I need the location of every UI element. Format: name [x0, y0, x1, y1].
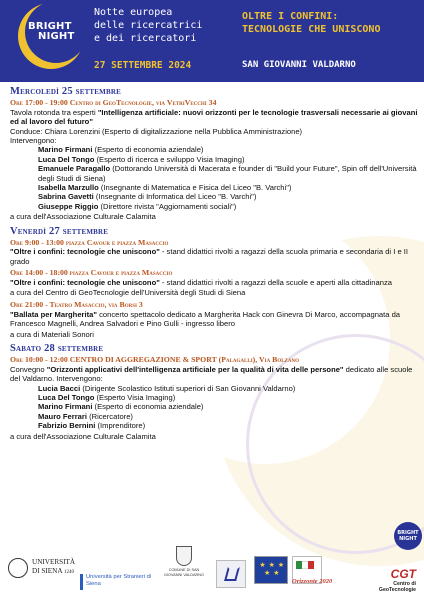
speaker-role: (Dirigente Scolastico Istituti superiori di San Giovanni Valdarno) [80, 383, 296, 393]
speaker-item [38, 155, 418, 164]
speaker-role: (Imprenditore) [95, 421, 146, 431]
speaker-name: Marino Firmani [38, 402, 93, 412]
organizer-credit: a cura di Materiali Sonori [10, 329, 94, 339]
orizzonte-year: 2020 [319, 578, 333, 585]
event-date: 27 SETTEMBRE 2024 [94, 60, 192, 71]
unisi-year: 1240 [63, 569, 74, 575]
unistrasi-bar-icon [80, 574, 83, 590]
speaker-item [38, 421, 418, 430]
speaker-role: (Esperto di economia aziendale) [92, 145, 204, 155]
day-heading-wednesday: Mercoledì 25 settembre [10, 86, 121, 97]
logo-text-night: NIGHT [38, 31, 75, 42]
desc-title: "Orizzonti applicativi dell'intelligenza artificiale per la qualità di vita delle persone" [46, 364, 344, 374]
speaker-role: (Esperto di economia aziendale) [92, 402, 204, 412]
orizzonte-text: Orizzonte [292, 578, 318, 585]
speakers-label: Intervengono: [10, 136, 57, 146]
speaker-item [38, 412, 418, 421]
event-place: SAN GIOVANNI VALDARNO [242, 60, 356, 70]
speaker-role: (Esperto di ricerca e sviluppo Visia Imaging) [94, 154, 245, 164]
speaker-role: (Dottorando Università di Macerata e founder di "Build your Future", Spin off dell'Università degli Studi di Siena) [38, 164, 417, 183]
desc-rest: concerto spettacolo dedicato a Margherita Hack con Ginevra Di Marco, accompagnata da Francesco Magnelli, Andrea Salvadori e Pino Gulli - ingresso libero [10, 309, 401, 329]
time-slot: Ore 14:00 - 18:00 piazza Cavour e piazza Masaccio [10, 268, 173, 278]
eu-flag-icon [254, 556, 288, 584]
organizer-credit: a cura dell'Associazione Culturale Calamita [10, 212, 156, 222]
desc-rest: - stand didattici rivolti a ragazzi della scuole e aperti alla cittadinanza [159, 278, 392, 288]
bright-night-small-logo [394, 522, 422, 550]
desc-prefix: Tavola rotonda tra esperti [10, 107, 98, 117]
speaker-name: Emanuele Paragallo [38, 164, 111, 174]
desc-rest: - stand didattici rivolti a ragazzi della scuola primaria e secondaria di I e II grado [10, 247, 408, 266]
speaker-role: (Direttore rivista "Aggiornamenti sociali") [98, 201, 237, 211]
organizer-credit: a cura dell'Associazione Culturale Calamita [10, 431, 156, 441]
speaker-name: Luca Del Tongo [38, 154, 95, 164]
unisi-line: UNIVERSITÀ [32, 558, 76, 566]
program-content [10, 86, 418, 441]
event-description [10, 310, 418, 329]
event-description [10, 108, 418, 127]
speaker-item [38, 192, 418, 201]
unisi-line [32, 567, 75, 578]
desc-prefix: Convegno [10, 364, 47, 374]
speaker-role: (Insegnante di Matematica e Fisica del Liceo "B. Varchi") [98, 183, 292, 193]
speaker-name: Lucia Bacci [38, 383, 81, 393]
event-description [10, 365, 418, 384]
cgt-logo [356, 568, 424, 594]
unisi-name [32, 558, 75, 577]
desc-title: "Ballata per Margherita" [10, 309, 97, 319]
speaker-item [38, 202, 418, 211]
cgt-subtitle: Centro di GeoTecnologie [378, 581, 416, 593]
speaker-list [10, 384, 418, 431]
unisi-seal-icon [8, 558, 28, 578]
speaker-role: (Insegnante di Informatica del Liceo "B. Varchi") [93, 192, 257, 202]
header-banner [0, 0, 424, 82]
orizzonte-logo [292, 578, 332, 585]
tagline [94, 6, 224, 45]
event-description [10, 278, 418, 287]
time-slot: Ore 21:00 - Teatro Masaccio, via Borsi 3 [10, 299, 143, 309]
desc-title: "Oltre i confini: tecnologie che uniscono" [10, 278, 160, 288]
time-slot: Ore 9:00 - 13:00 piazza Cavour e piazza Masaccio [10, 237, 169, 247]
unistrasi-name [86, 574, 162, 588]
crest-icon [176, 546, 192, 566]
unistrasi-logo [80, 572, 162, 592]
speaker-role: (Esperto Visia Imaging) [94, 392, 176, 402]
desc-title: "Intelligenza artificiale: nuovi orizzonti per le tecnologie trasversali necessarie ai giovani ed al lavoro del futuro" [10, 107, 418, 127]
speaker-item [38, 164, 418, 183]
speaker-item [38, 384, 418, 393]
comune-logo [164, 546, 204, 590]
small-logo-line: NIGHT [399, 536, 417, 542]
speaker-name: Luca Del Tongo [38, 392, 95, 402]
cgt-mark: CGT [390, 567, 416, 581]
partner-logo [216, 560, 246, 588]
comune-name: COMUNE DI SAN GIOVANNI VALDARNO [164, 568, 204, 577]
speaker-role: (Ricercatore) [86, 411, 133, 421]
partner-mark-icon [224, 567, 240, 581]
speaker-name: Isabella Marzullo [38, 183, 99, 193]
tagline-line: e dei ricercatori [94, 33, 197, 44]
moderator: Conduce: Chiara Lorenzini (Esperto di digitalizzazione nella Pubblica Amministrazione) [10, 126, 303, 136]
speaker-name: Sabrina Gavetti [38, 192, 94, 202]
event-title-line: OLTRE I CONFINI: [242, 11, 339, 22]
event-title [242, 10, 422, 36]
speaker-name: Fabrizio Bernini [38, 421, 96, 431]
time-slot: Ore 10:00 - 12:00 CENTRO DI AGGREGAZIONE & SPORT (Palagalli), Via Bolzano [10, 354, 300, 364]
speaker-item [38, 145, 418, 154]
desc-title: "Oltre i confini: tecnologie che uniscono" [10, 247, 160, 257]
speaker-item [38, 183, 418, 192]
logo-text-bright: BRIGHT [28, 21, 72, 32]
eu-stars: ★ ★ ★ ★ ★ [259, 562, 285, 577]
time-slot: Ore 17:00 - 19:00 Centro di GeoTecnologie, via VetriVecchi 34 [10, 98, 217, 107]
unisi-line2: DI SIENA [32, 566, 63, 575]
day-heading-friday: Venerdì 27 settembre [10, 225, 109, 237]
unistrasi-text: Università per Stranieri di Siena [86, 574, 152, 587]
desc-rest: dedicato alle scuole del Valdarno. Intervengono: [10, 364, 413, 384]
flag-red [308, 561, 314, 569]
speaker-item [38, 402, 418, 411]
event-title-line: TECNOLOGIE CHE UNISCONO [242, 24, 381, 35]
speaker-name: Mauro Ferrari [38, 411, 87, 421]
organizer-credit: a cura del Centro di GeoTecnologie dell'Università degli Studi di Siena [10, 288, 246, 298]
tagline-line: Notte europea [94, 7, 173, 18]
speaker-name: Giuseppe Riggio [38, 201, 99, 211]
small-logo-line: BRIGHT [397, 530, 419, 536]
speaker-item [38, 393, 418, 402]
day-heading-saturday: Sabato 28 settembre [10, 342, 104, 354]
event-description [10, 247, 418, 266]
tagline-line: delle ricercatrici [94, 20, 203, 31]
speaker-name: Marino Firmani [38, 145, 93, 155]
speaker-list [10, 145, 418, 211]
